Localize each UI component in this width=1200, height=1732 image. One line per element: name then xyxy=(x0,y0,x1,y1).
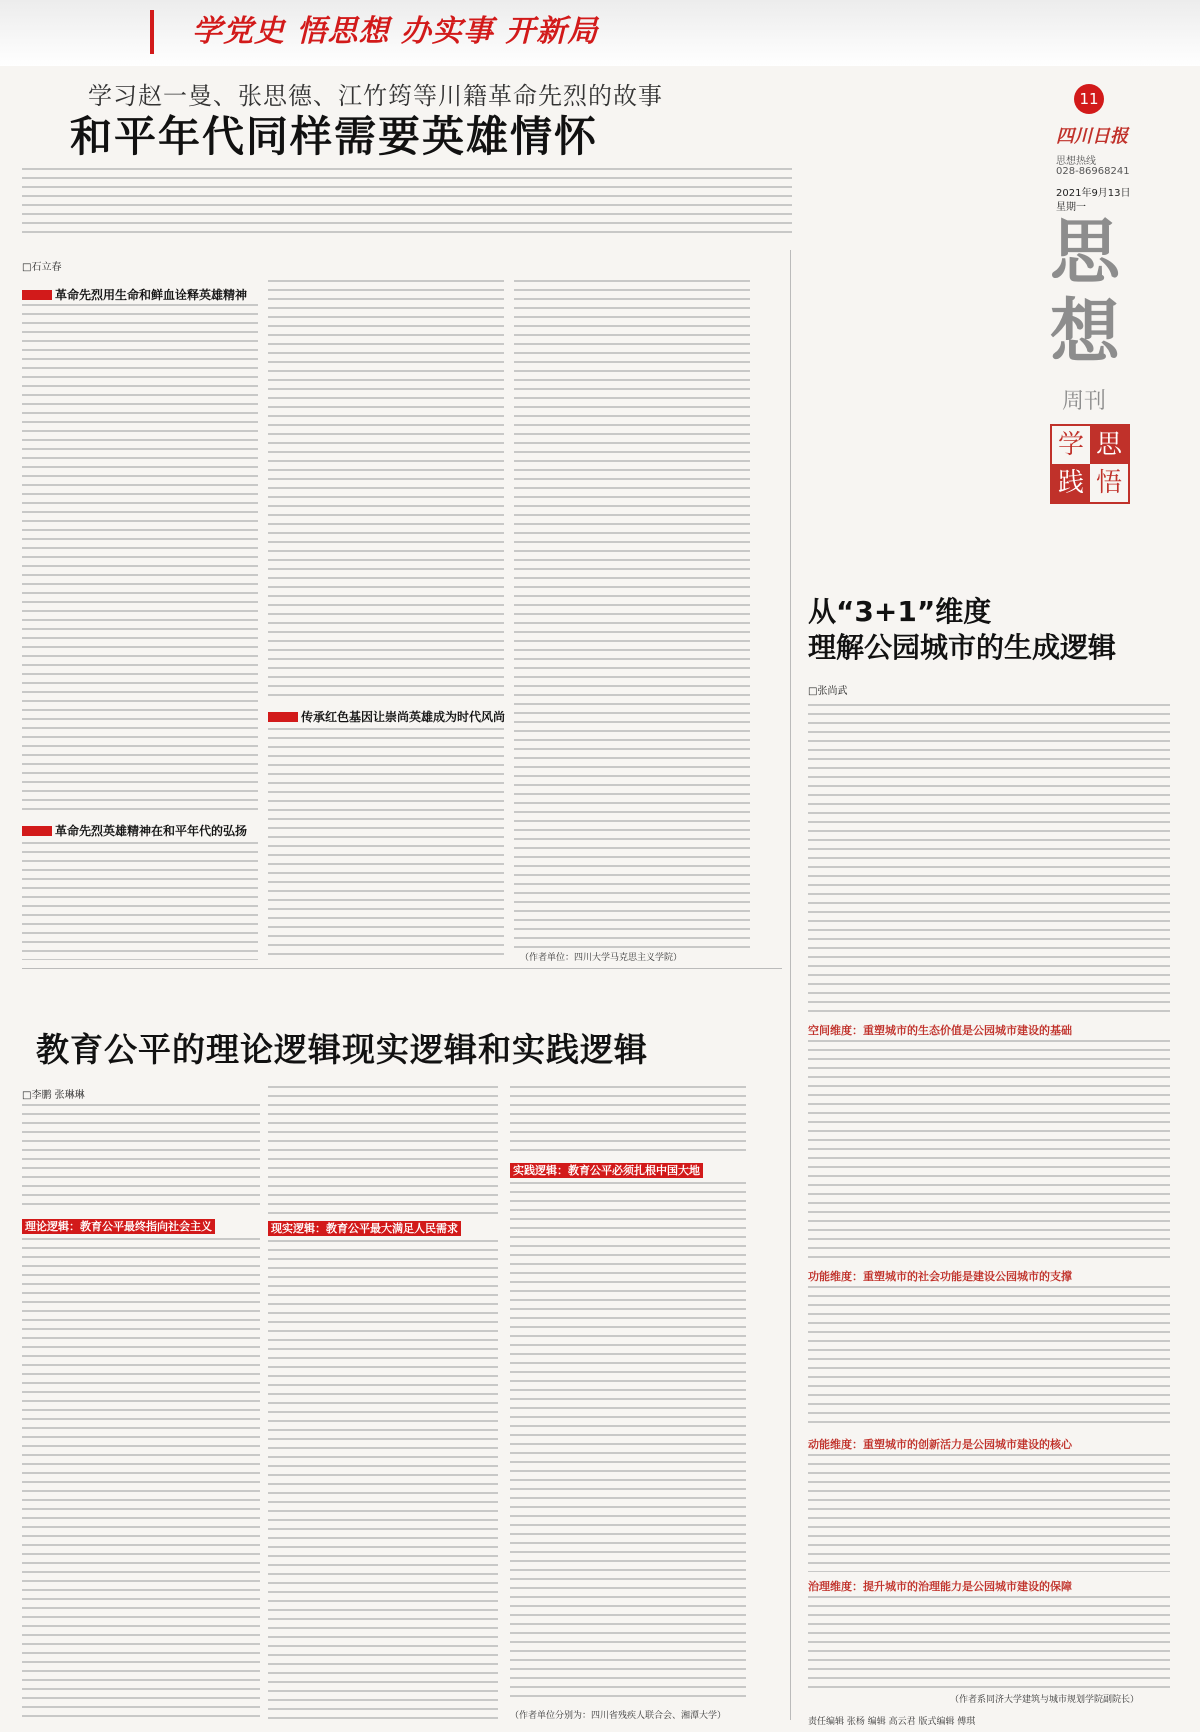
article2-text-intro xyxy=(808,704,1170,1016)
article3-col3-text-a xyxy=(510,1086,746,1156)
article1-headline: 和平年代同样需要英雄情怀 xyxy=(70,112,599,161)
section-marker-icon xyxy=(22,290,52,300)
seal-char: 悟 xyxy=(1095,468,1122,498)
article2-section-3: 动能维度：重塑城市的创新活力是公园城市建设的核心 xyxy=(808,1438,1072,1451)
article3-section-3: 实践逻辑：教育公平必须扎根中国大地 xyxy=(510,1162,703,1178)
top-banner xyxy=(0,0,1200,66)
masthead-logo: 四川日报 xyxy=(1056,126,1128,147)
article3-col1-text-a xyxy=(22,1104,260,1212)
page-number-badge: 11 xyxy=(1074,84,1104,114)
issue-weekday: 星期一 xyxy=(1056,202,1086,213)
article2-headline-line2: 理解公园城市的生成逻辑 xyxy=(808,631,1117,664)
article2-section-4: 治理维度：提升城市的治理能力是公园城市建设的保障 xyxy=(808,1580,1072,1593)
hotline-number: 028-86968241 xyxy=(1056,166,1130,177)
xuesi-seal xyxy=(1050,424,1130,504)
section-title-char-1: 思 xyxy=(1050,210,1120,293)
section-subtitle: 周刊 xyxy=(1062,389,1107,414)
article2-text-2 xyxy=(808,1286,1170,1430)
article3-byline: □李鹏 张琳琳 xyxy=(22,1090,85,1101)
article3-author-note: （作者单位分别为：四川省残疾人联合会、湘潭大学） xyxy=(510,1711,727,1721)
article1-col3-text xyxy=(514,280,750,948)
article1-byline: □石立春 xyxy=(22,262,62,273)
article1-col2-text-b xyxy=(268,728,504,960)
hotline-label: 思想热线 xyxy=(1056,156,1096,167)
article3-section-1: 理论逻辑：教育公平最终指向社会主义 xyxy=(22,1218,215,1234)
article2-section-2: 功能维度：重塑城市的社会功能是建设公园城市的支撑 xyxy=(808,1270,1072,1283)
article1-col2-text-a xyxy=(268,280,504,702)
article1-lead-text xyxy=(22,168,792,238)
article2-text-1 xyxy=(808,1040,1170,1262)
issue-date: 2021年9月13日 xyxy=(1056,188,1131,199)
banner-slogan: 学党史 悟思想 办实事 开新局 xyxy=(150,10,636,54)
section-title-char-2: 想 xyxy=(1050,290,1120,373)
article2-headline-line1: 从“3+1”维度 xyxy=(808,595,992,628)
section-marker-icon xyxy=(22,826,52,836)
section-divider xyxy=(22,968,782,969)
article3-col2-text-a xyxy=(268,1086,498,1214)
article2-text-4 xyxy=(808,1596,1170,1688)
seal-char: 践 xyxy=(1052,464,1090,502)
article2-text-3 xyxy=(808,1454,1170,1572)
footer-credits: 责任编辑 张杨 编辑 高云君 版式编辑 傅琪 xyxy=(808,1717,976,1727)
seal-char: 学 xyxy=(1057,430,1084,460)
column-divider xyxy=(790,250,791,1720)
seal-char: 思 xyxy=(1090,426,1128,464)
article3-col2-text-b xyxy=(268,1240,498,1724)
article1-col1-text-a xyxy=(22,304,258,816)
article1-kicker: 学习赵一曼、张思德、江竹筠等川籍革命先烈的故事 xyxy=(88,82,663,110)
article3-section-2: 现实逻辑：教育公平最大满足人民需求 xyxy=(268,1220,461,1236)
article3-headline: 教育公平的理论逻辑现实逻辑和实践逻辑 xyxy=(36,1030,648,1069)
article2-byline: □张尚武 xyxy=(808,686,848,697)
article1-section-3: 传承红色基因让崇尚英雄成为时代风尚 xyxy=(268,708,508,725)
article1-section-2: 革命先烈英雄精神在和平年代的弘扬 xyxy=(22,822,262,839)
article2-author-note: （作者系同济大学建筑与城市规划学院副院长） xyxy=(950,1695,1140,1705)
article3-col3-text-b xyxy=(510,1182,746,1702)
article1-col1-text-b xyxy=(22,842,258,960)
article3-col1-text-b xyxy=(22,1238,260,1724)
section-marker-icon xyxy=(268,712,298,722)
article1-author-note: （作者单位：四川大学马克思主义学院） xyxy=(520,953,683,963)
article2-section-1: 空间维度：重塑城市的生态价值是公园城市建设的基础 xyxy=(808,1024,1072,1037)
article1-section-1: 革命先烈用生命和鲜血诠释英雄精神 xyxy=(22,286,262,303)
